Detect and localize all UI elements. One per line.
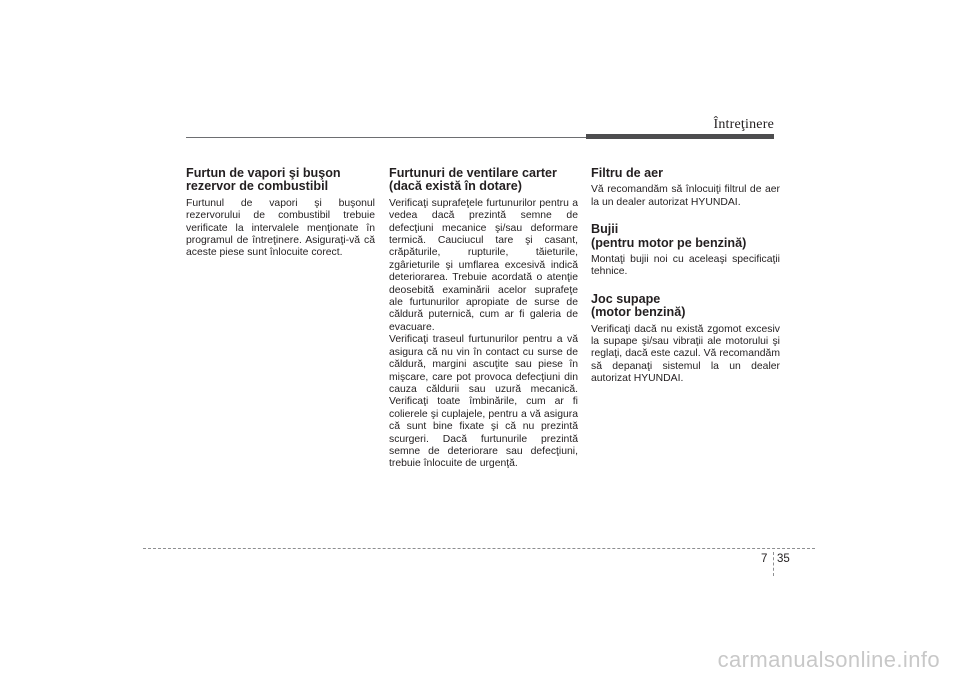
section-title: Întreţinere — [713, 117, 774, 132]
column-3 — [591, 167, 780, 400]
text-crankcase-hoses-2: Verificaţi traseul furtunurilor pentru a vă asigura că nu vin în contact cu surse de căldură, margini ascuţite sau piese în mişcare, care pot provoca defecţiuni din cauza căldurii sau uzură mecanică. Verificaţi toate îmbinările, cum ar fi colierele şi cuplajele, pentru a vă asigura că sunt bine fixate şi că nu prezintă scurgeri. Dacă furtunurile prezintă semne de deteriorare sau defecţiuni, trebuie înlocuite de urgenţă. — [389, 334, 578, 470]
page-number: 35 — [777, 553, 790, 565]
header-rule — [186, 137, 586, 138]
column-2 — [389, 167, 578, 485]
heading-vapor-hose: Furtun de vapori şi buşon rezervor de combustibil — [186, 166, 341, 194]
heading-air-filter: Filtru de aer — [591, 166, 664, 180]
header-accent-bar — [586, 134, 774, 139]
text-valve-clearance: Verificaţi dacă nu există zgomot excesiv la supape şi/sau vibraţii ale motorului şi reglaţi, dacă este cazul. Vă recomandăm să depanaţi sistemul la un dealer autorizat HYUNDAI. — [591, 323, 780, 385]
section-spark-plugs — [591, 223, 780, 279]
text-crankcase-hoses-1: Verificaţi suprafeţele furtunurilor pentru a vedea dacă prezintă semne de defecţiuni mecanice şi/sau deformare termică. Cauciucul tare şi casant, crăpăturile, rupturile, tăieturile, zgârieturile şi umflarea excesivă indică deteriorarea. Trebuie acordată o atenţie deosebită examinării acelor suprafeţe ale furtunurilor apropiate de surse de căldură puternică, cum ar fi galeria de evacuare. — [389, 197, 578, 333]
section-valve-clearance — [591, 293, 780, 386]
heading-spark-plugs: Bujii (pentru motor pe benzină) — [591, 222, 747, 250]
section-air-filter — [591, 167, 780, 209]
section-crankcase-hoses — [389, 167, 578, 471]
heading-crankcase-hoses: Furtunuri de ventilare carter (dacă există în dotare) — [389, 166, 557, 194]
footer-divider — [143, 548, 815, 549]
heading-valve-clearance: Joc supape (motor benzină) — [591, 291, 686, 320]
column-1 — [186, 167, 375, 274]
section-vapor-hose — [186, 167, 375, 260]
text-vapor-hose: Furtunul de vapori şi buşonul rezervorului de combustibil trebuie verificate la intervalele menţionate în programul de întreţinere. Asiguraţi-vă că aceste piese sunt înlocuite corect. — [186, 197, 375, 259]
watermark: carmanualsonline.info — [717, 647, 940, 672]
chapter-number: 7 — [761, 553, 768, 565]
page-number-separator — [773, 552, 774, 576]
text-spark-plugs: Montaţi bujii noi cu aceleaşi specificaţii tehnice. — [591, 254, 780, 278]
text-air-filter: Vă recomandăm să înlocuiţi filtrul de aer la un dealer autorizat HYUNDAI. — [591, 184, 780, 208]
